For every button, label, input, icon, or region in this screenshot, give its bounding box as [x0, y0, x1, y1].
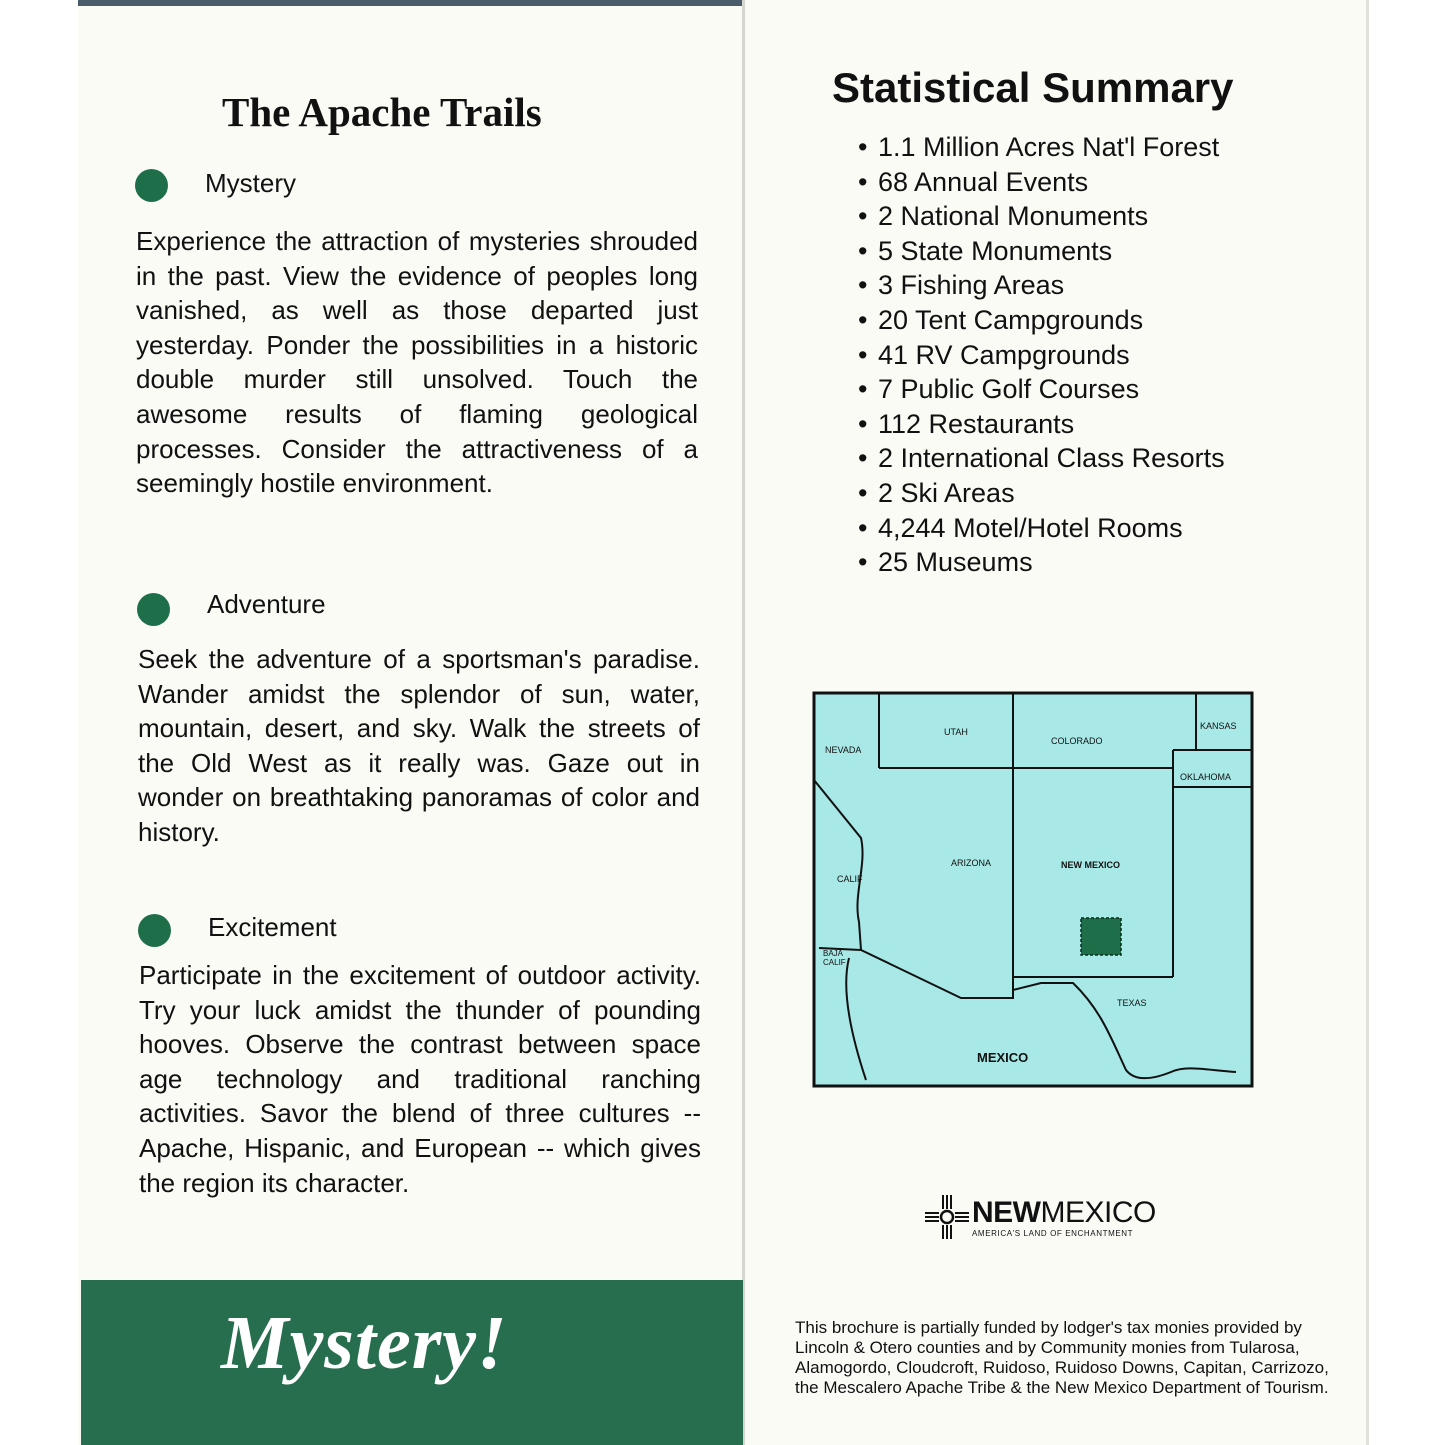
banner-text: Mystery! [221, 1301, 508, 1385]
list-item: • 7 Public Golf Courses [858, 374, 1140, 405]
map-label-texas: TEXAS [1117, 998, 1147, 1008]
list-item: • 3 Fishing Areas [858, 270, 1065, 301]
list-item: • 2 International Class Resorts [858, 443, 1225, 474]
list-item: • 25 Museums [858, 547, 1033, 578]
list-item: • 20 Tent Campgrounds [858, 304, 1144, 335]
list-item: • 4,244 Motel/Hotel Rooms [858, 512, 1183, 543]
list-item: • 1.1 Million Acres Nat'l Forest [858, 132, 1220, 162]
map-label-mexico: MEXICO [977, 1050, 1029, 1065]
new-mexico-logo [922, 1192, 1162, 1244]
map-label-calif: CALIF [837, 874, 863, 884]
top-photo-strip [78, 0, 744, 6]
section-label-excitement: Excitement [208, 912, 337, 942]
list-item: • 112 Restaurants [858, 408, 1075, 439]
map-label-colorado: COLORADO [1051, 736, 1103, 746]
map-label-oklahoma: OKLAHOMA [1180, 772, 1232, 782]
region-map [811, 690, 1255, 1090]
list-item: • 41 RV Campgrounds [858, 339, 1130, 370]
map-label-baja: BAJA [823, 949, 844, 958]
excitement-bullet-icon [138, 914, 171, 947]
map-label-kansas: KANSAS [1200, 721, 1237, 731]
section-label-mystery: Mystery [205, 168, 296, 198]
list-item: • 2 National Monuments [858, 201, 1149, 232]
map-label-arizona: ARIZONA [951, 858, 992, 868]
logo-tagline: AMERICA'S LAND OF ENCHANTMENT [972, 1229, 1134, 1238]
section-text-excitement: Participate in the excitement of outdoor activity. Try your luck amidst the thunder of pounding hooves. Observe the contrast between space age technology and traditional ranching activities. Savor the blend of three cultures -- Apache, Hispanic, and European -- which gives the region its character. [139, 960, 701, 1198]
list-item: • 5 State Monuments [858, 235, 1113, 266]
page-edge [1366, 0, 1369, 1445]
adventure-bullet-icon [137, 593, 170, 626]
list-item: • 68 Annual Events [858, 166, 1089, 197]
map-label-baja-calif: CALIF [823, 958, 846, 967]
zia-sun-icon [922, 1192, 972, 1242]
stat-list [858, 130, 1278, 580]
map-label-utah: UTAH [944, 727, 968, 737]
mystery-bullet-icon [135, 169, 168, 202]
mystery-banner [81, 1280, 743, 1445]
statistical-summary-title: Statistical Summary [832, 64, 1234, 111]
section-text-adventure: Seek the adventure of a sportsman's paradise. Wander amidst the splendor of sun, water, mountain, desert, and sky. Walk the streets of the Old West as it really was. Gaze out in wonder on breathtaking panoramas of color and history. [138, 644, 700, 847]
logo-wordmark: NEWMEXICO [972, 1196, 1156, 1229]
highlighted-region [1081, 918, 1121, 955]
section-label-adventure: Adventure [207, 589, 326, 619]
list-item: • 2 Ski Areas [858, 477, 1015, 508]
page-title: The Apache Trails [222, 89, 542, 135]
region-map-svg [811, 690, 1255, 1090]
fold-line [742, 0, 745, 1445]
section-text-mystery: Experience the attraction of mysteries shrouded in the past. View the evidence of peoples long vanished, as well as those departed just yesterday. Ponder the possibilities in a historic double murder still unsolved. Touch the awesome results of flaming geological processes. Consider the attractiveness of a seemingly hostile environment. [136, 226, 698, 499]
map-label-new-mexico: NEW MEXICO [1061, 860, 1121, 870]
funding-note: This brochure is partially funded by lodger's tax monies provided by Lincoln & Otero counties and by Community monies from Tularosa, Alamogordo, Cloudcroft, Ruidoso, Ruidoso Downs, Capitan, Carrizozo, the Mescalero Apache Tribe & the New Mexico Department of Tourism. [795, 1318, 1329, 1397]
map-label-nevada: NEVADA [825, 745, 862, 755]
